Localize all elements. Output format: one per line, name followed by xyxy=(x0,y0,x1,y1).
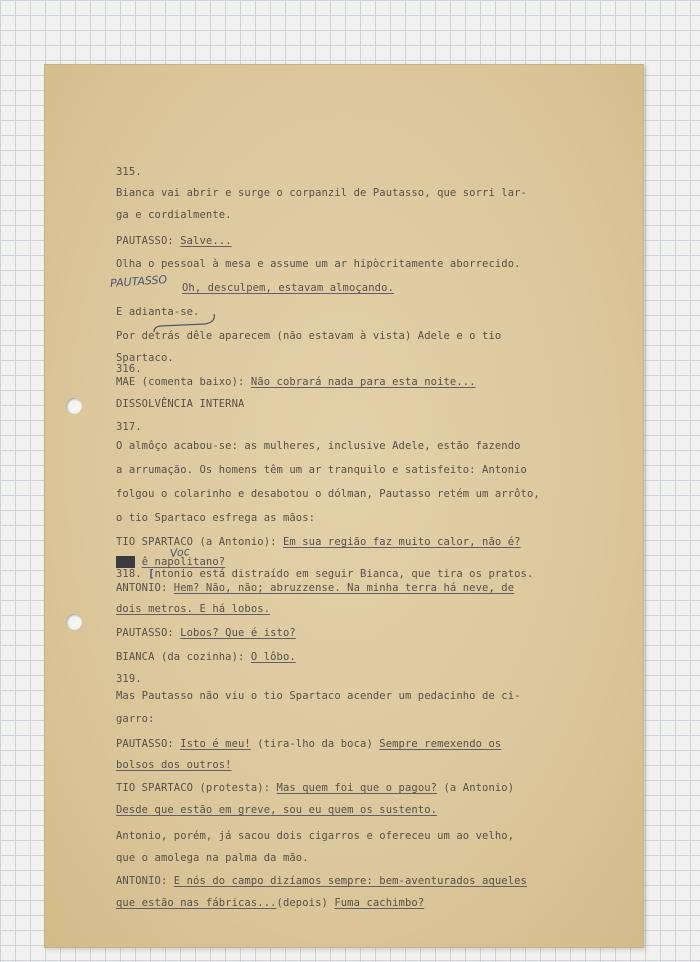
dialogue-line xyxy=(116,235,232,247)
text-line: Spartaco. xyxy=(116,352,174,364)
text-line: Antonio, porém, já sacou dois cigarros e ofereceu um ao velho, xyxy=(116,830,515,842)
dialogue-line xyxy=(116,875,527,887)
speech: que estão nas fábricas... xyxy=(116,897,277,909)
scene-number-319: 319. xyxy=(116,673,142,685)
speech-line: Xxx ê napolitano? xyxy=(116,556,226,568)
scene-number-315: 315. xyxy=(116,166,142,178)
stage-direction: (tira-lho da boca) xyxy=(250,738,380,750)
dialogue-line xyxy=(116,897,424,909)
speech-line: Desde que estão em greve, sou eu quem os sustento. xyxy=(116,804,438,816)
text-line: Por detrás dêle aparecem (não estavam à vista) Adele e o tio xyxy=(116,330,502,342)
speech: Em sua região faz muito calor, não é? xyxy=(282,536,521,548)
speech: Isto é meu! xyxy=(180,738,251,750)
speech: ê napolitano? xyxy=(141,556,226,568)
speaker: MAE (comenta baixo): xyxy=(116,376,251,388)
dialogue-line xyxy=(116,376,476,388)
dialogue-line xyxy=(116,627,296,639)
dialogue-line xyxy=(116,582,514,594)
speech: E nós do campo dizíamos sempre: bem-aventurados aqueles xyxy=(173,875,527,887)
section-heading: DISSOLVÊNCIA INTERNA xyxy=(116,398,245,410)
stage-direction: (depois) xyxy=(276,897,335,909)
text-line: que o amolega na palma da mão. xyxy=(116,852,309,864)
text-line: ntonio está distraído em seguir Bianca, que tira os pratos. xyxy=(154,568,534,580)
text-line: garro: xyxy=(116,713,155,725)
text-line: folgou o colarinho e desabotou o dólman, Pautasso retém um arrôto, xyxy=(116,488,540,500)
text-line: ga e cordialmente. xyxy=(116,209,232,221)
speech: Hem? Não, não; abruzzense. Na minha terra há neve, de xyxy=(173,582,515,594)
text-line: a arrumação. Os homens têm um ar tranquilo e satisfeito: Antonio xyxy=(116,464,527,476)
text-line: Bianca vai abrir e surge o corpanzil de Pautasso, que sorri lar- xyxy=(116,187,527,199)
speech: Salve... xyxy=(180,235,232,247)
speaker: TIO SPARTACO (protesta): xyxy=(116,782,277,794)
scene-number-316: 316. xyxy=(116,363,142,375)
speech: Sempre remexendo os xyxy=(379,738,502,750)
speech: Fuma cachimbo? xyxy=(334,897,425,909)
handwritten-margin-note: PAUTASSO xyxy=(109,273,168,290)
speaker: TIO SPARTACO (a Antonio): xyxy=(116,536,283,548)
speaker: PAUTASSO: xyxy=(116,627,181,639)
dialogue-line xyxy=(116,651,296,663)
speech-line: Oh, desculpem, estavam almoçando. xyxy=(182,282,394,294)
stage-direction: (a Antonio) xyxy=(437,782,515,794)
text-line: Mas Pautasso não viu o tio Spartaco acender um pedacinho de ci- xyxy=(116,690,521,702)
text-line: Olha o pessoal à mesa e assume um ar hipòcritamente aborrecido. xyxy=(116,258,521,270)
scene-number-318: 318. [ntonio está distraído em seguir Bianca, que tira os pratos. xyxy=(116,568,534,580)
speech-line: bolsos dos outros! xyxy=(116,759,232,771)
speaker: ANTONIO: xyxy=(116,875,174,887)
punch-hole-top xyxy=(66,398,82,414)
speech: Mas quem foi que o pagou? xyxy=(276,782,438,794)
text-line: E adianta-se. xyxy=(116,306,200,318)
handwritten-insertion: Voc xyxy=(169,545,191,560)
text-line: o tio Spartaco esfrega as mãos: xyxy=(116,512,316,524)
speaker: PAUTASSO: xyxy=(116,235,181,247)
scene-number-317: 317. xyxy=(116,421,142,433)
punch-hole-bottom xyxy=(66,614,82,630)
text-line: O almôço acabou-se: as mulheres, inclusive Adele, estão fazendo xyxy=(116,440,521,452)
speaker: BIANCA (da cozinha): xyxy=(116,651,251,663)
speech: Lobos? Que é isto? xyxy=(180,627,296,639)
dialogue-line xyxy=(116,782,514,794)
speech-line: dois metros. E há lobos. xyxy=(116,603,271,615)
speech: O lôbo. xyxy=(250,651,296,663)
dialogue-line xyxy=(116,738,501,750)
speaker: ANTONIO: xyxy=(116,582,174,594)
speaker: PAUTASSO: xyxy=(116,738,181,750)
speech: Não cobrará nada para esta noite... xyxy=(250,376,476,388)
